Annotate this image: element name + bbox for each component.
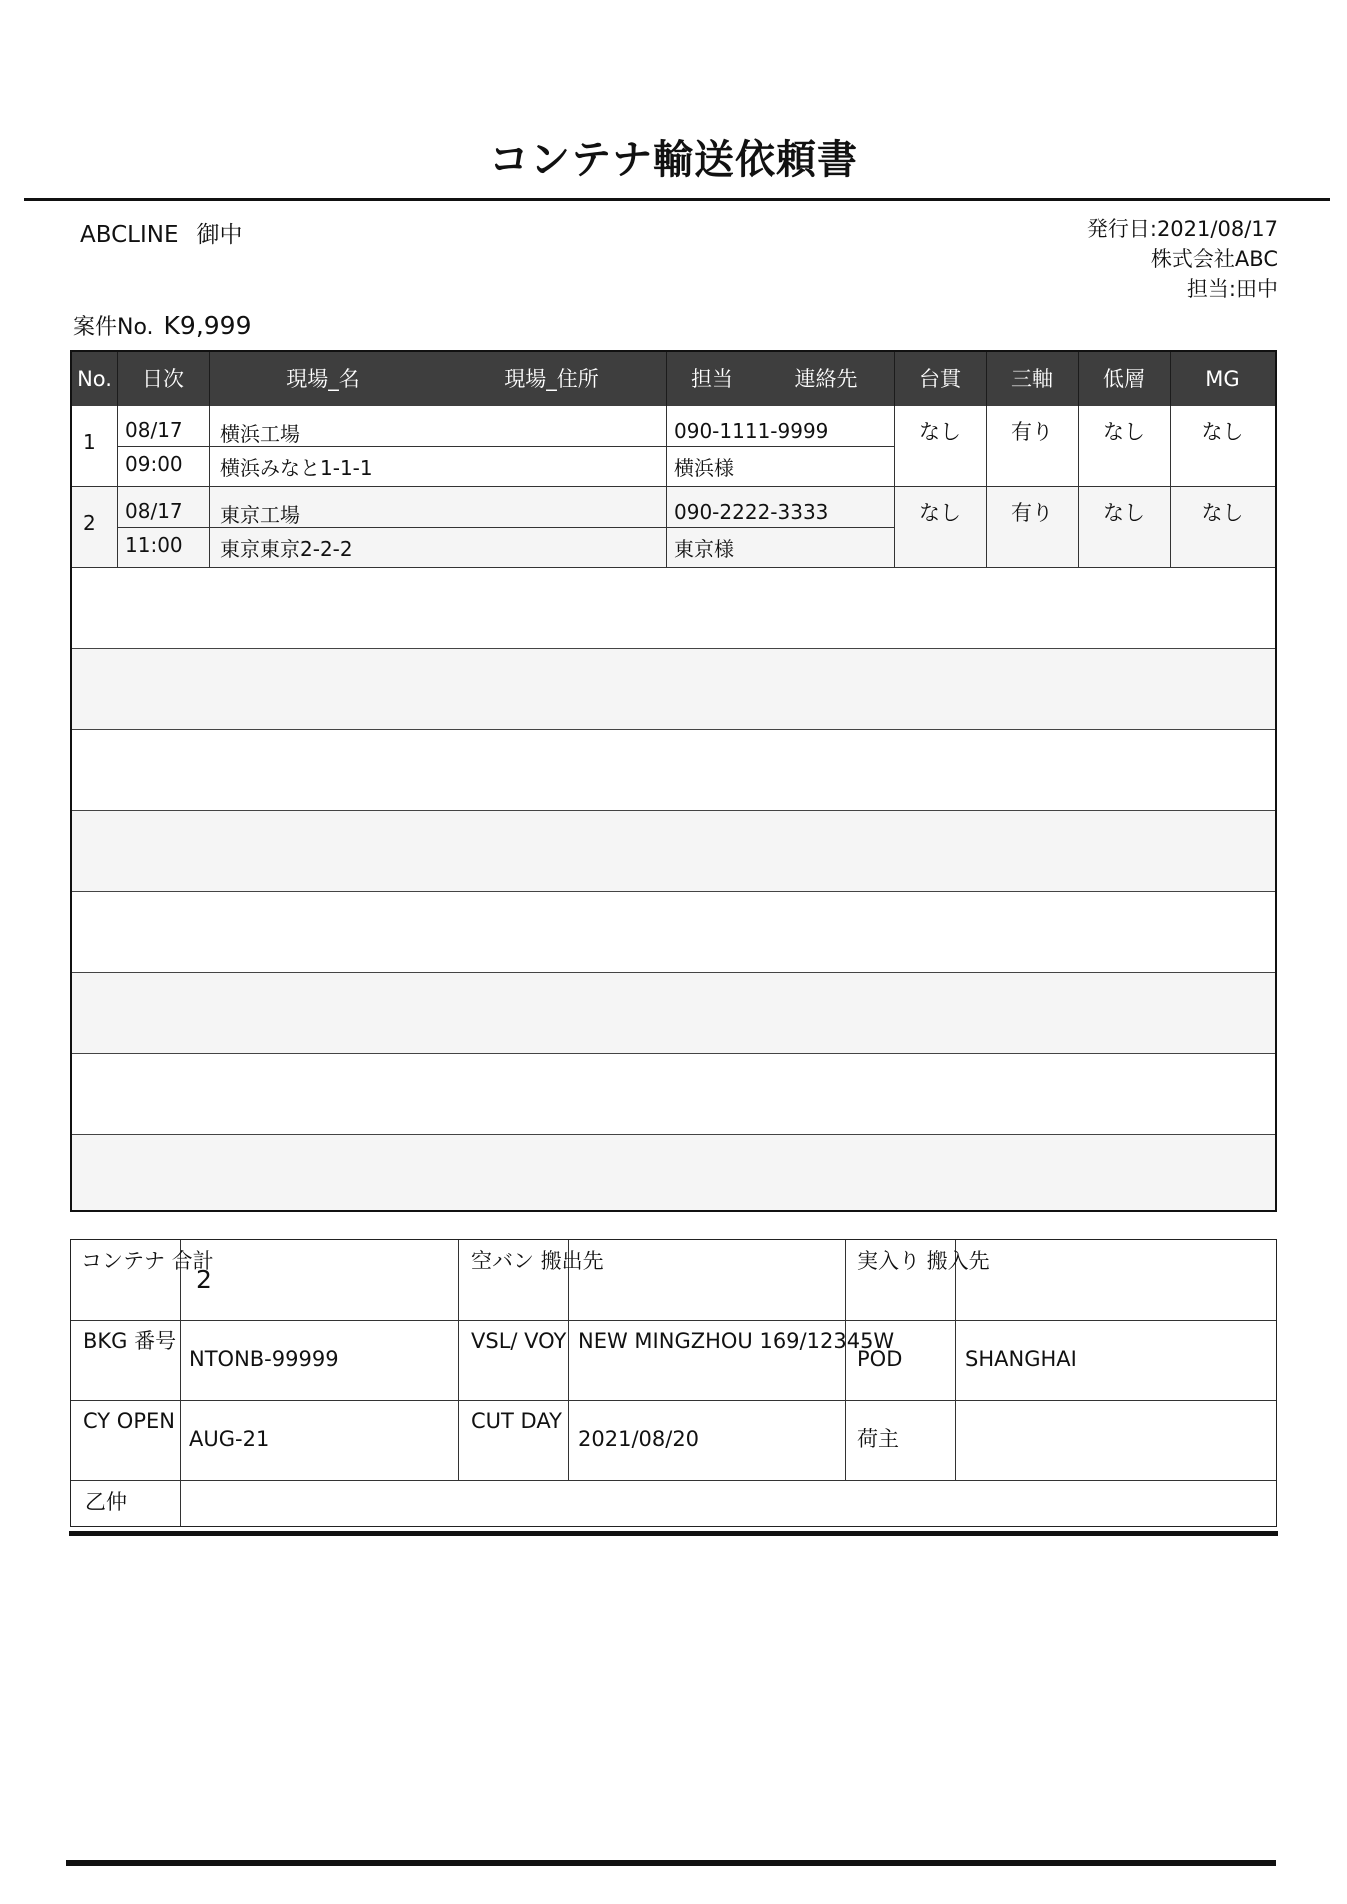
- shipper-label: 荷主: [857, 1427, 899, 1451]
- container-total-label: コンテナ 合計: [81, 1249, 214, 1273]
- container-total-value: 2: [196, 1265, 212, 1294]
- empty-row: [72, 973, 1275, 1054]
- header-mg: MG: [1205, 367, 1240, 391]
- row-time: 11:00: [125, 533, 183, 557]
- issue-date: 発行日:2021/08/17: [1086, 217, 1278, 241]
- vsl-voy-label: VSL/ VOY: [471, 1329, 567, 1353]
- empty-row: [72, 1054, 1275, 1135]
- row-contact: 東京様: [674, 537, 734, 561]
- empty-row: [72, 811, 1275, 892]
- table-row: [72, 487, 1275, 568]
- cy-open-label: CY OPEN: [83, 1409, 175, 1433]
- loaded-delivery-label: 実入り 搬入先: [857, 1249, 990, 1273]
- document-title: コンテナ輸送依頼書: [489, 137, 858, 183]
- recipient-honorific: 御中: [196, 222, 243, 248]
- bkg-label: BKG 番号: [83, 1329, 177, 1353]
- row-daikan: なし: [919, 501, 961, 525]
- empty-row: [72, 649, 1275, 730]
- row-mg: なし: [1201, 420, 1244, 444]
- header-no: No.: [77, 367, 112, 391]
- case-number: [73, 310, 252, 341]
- header-sanjiku: 三軸: [1011, 367, 1053, 391]
- row-sanjiku: 有り: [1011, 501, 1053, 525]
- case-number-label: 案件No.: [73, 315, 154, 340]
- row-contact: 横浜様: [674, 456, 734, 480]
- recipient-name: ABCLINE: [80, 222, 179, 248]
- row-mg: なし: [1201, 501, 1244, 525]
- issuer-company: 株式会社ABC: [1150, 247, 1278, 271]
- row-site-address: 東京東京2-2-2: [220, 537, 353, 561]
- header-person: 担当: [691, 367, 733, 391]
- empty-van-label: 空バン 搬出先: [471, 1249, 604, 1273]
- pod-label: POD: [857, 1347, 903, 1371]
- issuer-person: 担当:田中: [1186, 277, 1278, 301]
- bkg-value: NTONB-99999: [189, 1347, 339, 1371]
- header-daikan: 台貫: [919, 367, 961, 391]
- row-teiso: なし: [1103, 501, 1145, 525]
- case-number-value: K9,999: [163, 311, 252, 340]
- transport-table: [70, 350, 1277, 1212]
- row-sanjiku: 有り: [1011, 420, 1053, 444]
- row-daikan: なし: [919, 420, 961, 444]
- table-row: [72, 406, 1275, 487]
- row-time: 09:00: [125, 452, 183, 476]
- row-number: 1: [83, 430, 96, 454]
- row-site-name: 横浜工場: [220, 422, 300, 446]
- page-bottom-rule: [66, 1860, 1276, 1866]
- empty-row: [72, 730, 1275, 811]
- header-teiso: 低層: [1103, 367, 1145, 391]
- empty-row: [72, 892, 1275, 973]
- recipient: [80, 216, 243, 249]
- header-site-name: 現場_名: [286, 367, 360, 391]
- row-number: 2: [83, 511, 96, 535]
- row-teiso: なし: [1103, 420, 1145, 444]
- empty-row: [72, 1135, 1275, 1210]
- header-site-address: 現場_住所: [504, 367, 599, 391]
- title-rule: [24, 198, 1330, 201]
- cut-day-label: CUT DAY: [471, 1409, 562, 1433]
- pod-value: SHANGHAI: [965, 1347, 1077, 1371]
- vsl-voy-value: NEW MINGZHOU 169/12345W: [578, 1329, 895, 1353]
- row-site-address: 横浜みなと1-1-1: [220, 456, 373, 480]
- row-date: 08/17: [125, 418, 183, 442]
- row-phone: 090-1111-9999: [674, 419, 829, 443]
- row-site-name: 東京工場: [220, 503, 300, 527]
- cut-day-value: 2021/08/20: [578, 1427, 700, 1451]
- row-phone: 090-2222-3333: [674, 500, 829, 524]
- empty-row: [72, 568, 1275, 649]
- otsunaka-label: 乙仲: [85, 1490, 127, 1514]
- header-date: 日次: [142, 367, 184, 391]
- summary-table: [70, 1239, 1277, 1527]
- summary-bottom-rule: [69, 1531, 1278, 1536]
- row-date: 08/17: [125, 499, 183, 523]
- header-contact: 連絡先: [794, 367, 858, 391]
- table-header: [72, 352, 1275, 406]
- issuer-block: [1087, 214, 1278, 304]
- cy-open-value: AUG-21: [189, 1427, 270, 1451]
